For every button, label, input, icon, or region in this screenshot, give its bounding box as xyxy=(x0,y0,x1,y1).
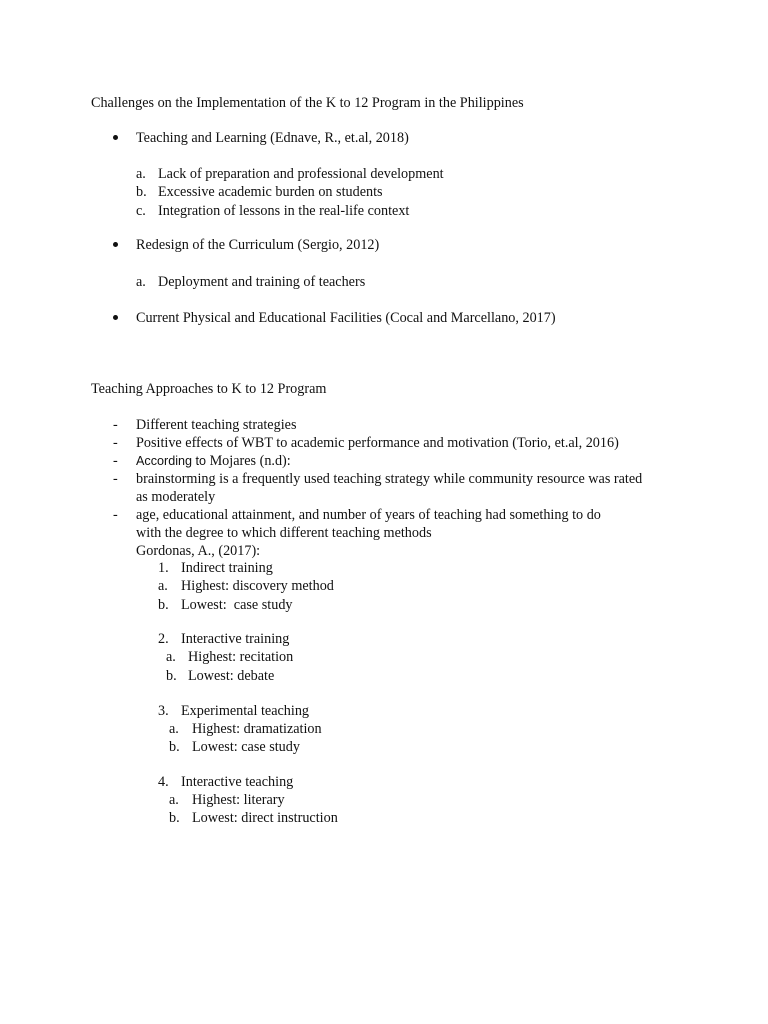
group-number: 4. xyxy=(158,774,169,790)
dash-marker: - xyxy=(113,435,118,451)
list-item: Lowest: direct instruction xyxy=(192,810,338,826)
list-item: Deployment and training of teachers xyxy=(158,274,366,290)
list-marker: a. xyxy=(136,166,146,182)
group-title: Indirect training xyxy=(181,560,273,576)
list-item: Highest: discovery method xyxy=(181,578,334,594)
bullet-item: Teaching and Learning (Ednave, R., et.al, 2018) xyxy=(136,130,409,146)
citation: Gordonas, A., (2017): xyxy=(136,543,261,559)
dash-marker: - xyxy=(113,471,118,487)
list-marker: a. xyxy=(166,649,176,665)
dash-item: age, educational attainment, and number of years of teaching had something to do xyxy=(136,507,601,523)
list-item: Highest: dramatization xyxy=(192,721,322,737)
list-marker: a. xyxy=(169,792,179,808)
bullet-icon xyxy=(113,242,118,247)
bullet-icon xyxy=(113,135,118,140)
dash-item-prefix: According to xyxy=(136,454,207,468)
group-title: Interactive training xyxy=(181,631,290,647)
dash-item-text: Mojares (n.d): xyxy=(206,453,291,469)
section-title: Teaching Approaches to K to 12 Program xyxy=(91,381,327,397)
group-title: Experimental teaching xyxy=(181,703,310,719)
list-marker: b. xyxy=(158,597,169,613)
dash-item: Different teaching strategies xyxy=(136,417,297,433)
list-item: Lowest: debate xyxy=(188,668,275,684)
group-title: Interactive teaching xyxy=(181,774,294,790)
bullet-item: Redesign of the Curriculum (Sergio, 2012) xyxy=(136,237,380,253)
group-number: 2. xyxy=(158,631,169,647)
list-item: Lack of preparation and professional development xyxy=(158,166,444,182)
list-marker: b. xyxy=(169,739,180,755)
list-item: Lowest: case study xyxy=(192,739,300,755)
list-marker: b. xyxy=(169,810,180,826)
list-marker: a. xyxy=(169,721,179,737)
dash-item-continuation: as moderately xyxy=(136,489,216,505)
dash-item xyxy=(136,452,291,470)
dash-marker: - xyxy=(113,453,118,469)
dash-item: Positive effects of WBT to academic performance and motivation (Torio, et.al, 2016) xyxy=(136,435,619,451)
list-item: Lowest: case study xyxy=(181,597,293,613)
bullet-item: Current Physical and Educational Facilities (Cocal and Marcellano, 2017) xyxy=(136,310,556,326)
list-marker: a. xyxy=(158,578,168,594)
group-number: 1. xyxy=(158,560,169,576)
dash-marker: - xyxy=(113,417,118,433)
list-marker: b. xyxy=(136,184,147,200)
dash-marker: - xyxy=(113,507,118,523)
dash-item: brainstorming is a frequently used teaching strategy while community resource was rated xyxy=(136,471,643,487)
bullet-icon xyxy=(113,315,118,320)
list-item: Highest: recitation xyxy=(188,649,294,665)
list-item: Integration of lessons in the real-life context xyxy=(158,203,410,219)
list-marker: c. xyxy=(136,203,146,219)
list-item: Highest: literary xyxy=(192,792,285,808)
list-marker: b. xyxy=(166,668,177,684)
section-title: Challenges on the Implementation of the K to 12 Program in the Philippines xyxy=(91,95,524,111)
dash-item-continuation: with the degree to which different teaching methods xyxy=(136,525,432,541)
list-marker: a. xyxy=(136,274,146,290)
group-number: 3. xyxy=(158,703,169,719)
list-item: Excessive academic burden on students xyxy=(158,184,383,200)
